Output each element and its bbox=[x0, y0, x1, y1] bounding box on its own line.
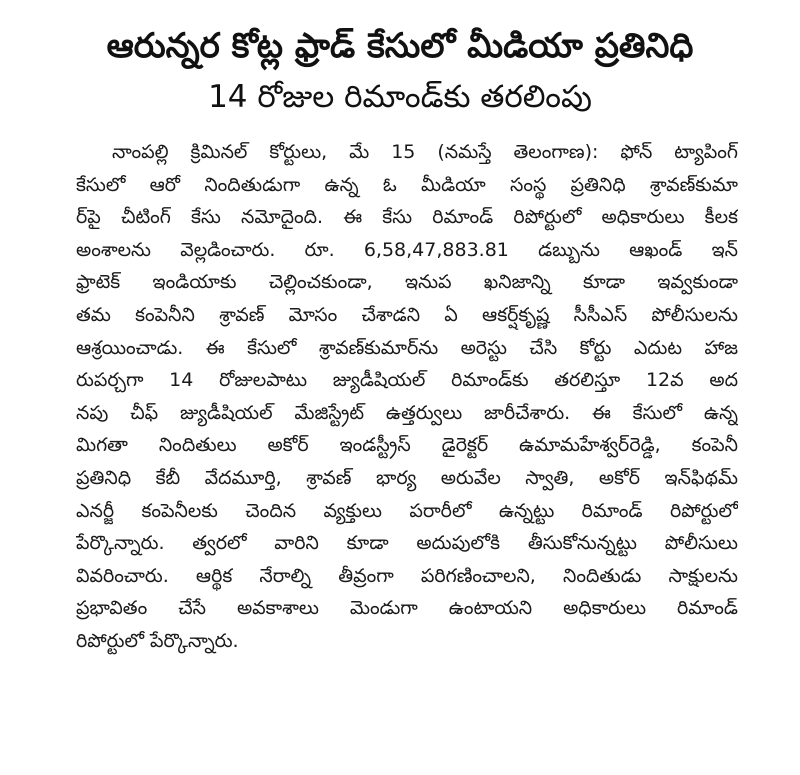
body-line: ఎనర్జీ కంపెనీలకు చెందిన వ్యక్తులు పరారీలో ఉన్నట్టు రిమాండ్ రిపోర్టులో bbox=[76, 499, 738, 522]
news-clipping bbox=[14, 10, 786, 765]
article-body bbox=[14, 136, 786, 658]
body-line: కేసులో ఆరో నిందితుడుగా ఉన్న ఓ మీడియా సంస్థ ప్రతినిధి శ్రావణ్‌కుమా bbox=[76, 173, 738, 196]
body-line: ర్‌పై చీటింగ్ కేసు నమోదైంది. ఈ కేసు రిమాండ్ రిపోర్టులో అధికారులు కీలక bbox=[76, 206, 738, 229]
subheadline: 14 రోజుల రిమాండ్‌కు తరలింపు bbox=[208, 79, 592, 115]
body-line: వివరించారు. ఆర్థిక నేరాల్ని తీవ్రంగా పరిగణించాలని, నిందితుడు సాక్షులను bbox=[76, 564, 738, 587]
headline: ఆరున్నర కోట్ల ఫ్రాడ్ కేసులో మీడియా ప్రతినిధి bbox=[106, 26, 694, 66]
body-line: పేర్కొన్నారు. త్వరలో వారిని కూడా అదుపులోకి తీసుకోనున్నట్టు పోలీసులు bbox=[76, 532, 738, 555]
body-line: రుపర్చగా 14 రోజులపాటు జ్యుడీషియల్ రిమాండ్‌కు తరలిస్తూ 12వ అద bbox=[76, 369, 738, 392]
body-line: అంశాలను వెల్లడించారు. రూ. 6,58,47,883.81 డబ్బును ఆఖండ్ ఇన్ bbox=[76, 238, 738, 261]
body-line: నపు చీఫ్ జ్యుడీషియల్ మేజిస్ట్రేట్ ఉత్తర్వులు జారీచేశారు. ఈ కేసులో ఉన్న bbox=[76, 401, 738, 424]
body-line: మిగతా నిందితులు అకోర్ ఇండస్ట్రీస్ డైరెక్టర్ ఉమామహేశ్వర్‌రెడ్డి, కంపెనీ bbox=[76, 434, 738, 457]
body-line: ఆశ్రయించాడు. ఈ కేసులో శ్రావణ్‌కుమార్‌ను అరెస్టు చేసి కోర్టు ఎదుట హాజ bbox=[76, 336, 738, 359]
body-line: ఫ్రాటెక్ ఇండియాకు చెల్లించకుండా, ఇనుప ఖనిజాన్ని కూడా ఇవ్వకుండా bbox=[76, 271, 738, 294]
body-line: ప్రతినిధి కేబీ వేదమూర్తి, శ్రావణ్ భార్య అరువేల స్వాతి, అకోర్ ఇన్‌ఫిథమ్ bbox=[76, 466, 738, 489]
body-line: నాంపల్లి క్రిమినల్ కోర్టులు, మే 15 (నమస్తే తెలంగాణ): ఫోన్ ట్యాపింగ్ bbox=[112, 141, 738, 163]
body-line: ప్రభావితం చేసే అవకాశాలు మెండుగా ఉంటాయని అధికారులు రిమాండ్ bbox=[76, 597, 738, 620]
body-line: తమ కంపెనీని శ్రావణ్ మోసం చేశాడని ఏ ఆకర్ష్‌కృష్ణ సీసీఎస్ పోలీసులను bbox=[76, 303, 738, 326]
body-line: రిపోర్టులో పేర్కొన్నారు. bbox=[76, 629, 239, 652]
